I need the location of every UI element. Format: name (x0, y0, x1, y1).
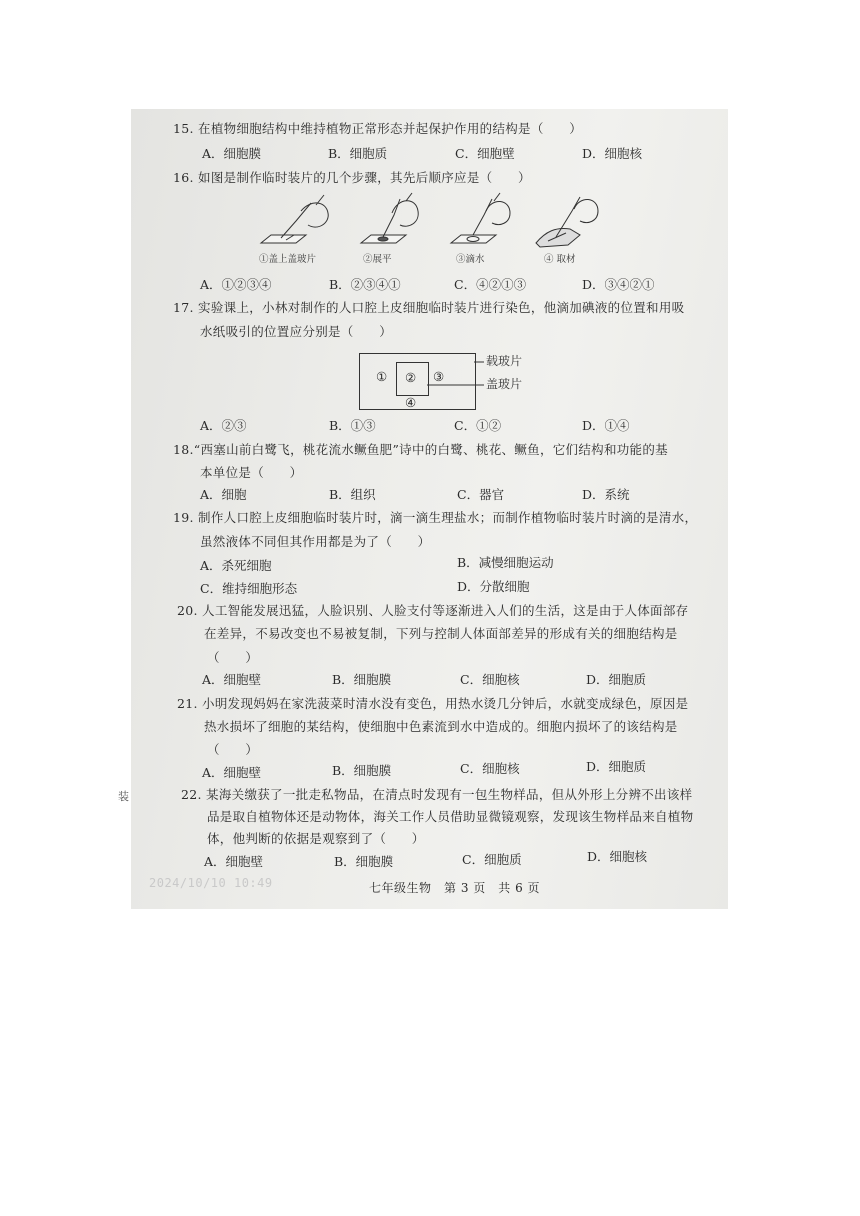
q21-option-d: D．细胞质 (586, 759, 647, 774)
q21-option-c: C．细胞核 (460, 761, 520, 776)
q21-stem-line1: 21. 小明发现妈妈在家洗菠菜时清水没有变色，用热水烫几分钟后，水就变成绿色，原因是 (177, 696, 689, 711)
q17-stem-line2: 水纸吸引的位置应分别是（ ） (200, 324, 393, 339)
q15-option-a: A．细胞膜 (202, 146, 262, 161)
q22-option-c: C．细胞质 (462, 852, 522, 867)
q17-option-a: A．②③ (200, 418, 247, 433)
step1-drawing (261, 195, 328, 243)
q19-option-d: D．分散细胞 (457, 579, 530, 594)
mark-2: ② (405, 370, 417, 385)
q17-stem-line1: 17. 实验课上，小林对制作的人口腔上皮细胞临时装片进行染色，他滴加碘液的位置和用吸 (173, 300, 685, 315)
q19-stem-line1: 19. 制作人口腔上皮细胞临时装片时，滴一滴生理盐水；而制作植物临时装片时滴的是清水， (173, 510, 698, 525)
q19-option-a: A．杀死细胞 (200, 558, 272, 573)
q22-stem-line1: 22. 某海关缴获了一批走私物品，在清点时发现有一包生物样品，但从外形上分辨不出该样 (181, 787, 693, 802)
q20-stem-line1: 20. 人工智能发展迅猛，人脸识别、人脸支付等逐渐进入人们的生活，这是由于人体面部存 (177, 603, 689, 618)
mark-4: ④ (405, 395, 417, 410)
q16-steps-figure (256, 191, 626, 253)
q15-option-d: D．细胞核 (582, 146, 643, 161)
label-slide: 载玻片 (486, 354, 523, 368)
q16-option-d: D．③④②① (582, 277, 655, 292)
q15-stem: 15. 在植物细胞结构中维持植物正常形态并起保护作用的结构是（ ） (173, 121, 583, 136)
q22-option-b: B．细胞膜 (334, 854, 394, 869)
page-footer: 七年级生物 第 3 页 共 6 页 (369, 881, 541, 895)
q16-stem: 16. 如图是制作临时装片的几个步骤，其先后顺序应是（ ） (173, 170, 531, 185)
mark-1: ① (376, 369, 388, 384)
q22-option-a: A．细胞壁 (204, 854, 264, 869)
q17-option-c: C．①② (454, 418, 502, 433)
q18-option-c: C．器官 (457, 487, 505, 502)
q15-option-c: C．细胞壁 (455, 146, 515, 161)
q22-stem-line2: 品是取自植物体还是动物体，海关工作人员借助显微镜观察，发现该生物样品来自植物 (207, 809, 694, 824)
q18-option-a: A．细胞 (200, 487, 247, 502)
q17-option-d: D．①④ (582, 418, 630, 433)
q21-option-a: A．细胞壁 (202, 765, 262, 780)
q20-stem-line3: （ ） (207, 650, 259, 665)
q18-option-d: D．系统 (582, 487, 630, 502)
q16-caption-3: ③滴水 (456, 254, 485, 265)
q17-leader-lines (421, 355, 486, 395)
exam-page-photo (131, 109, 728, 909)
q16-caption-4: ④ 取材 (544, 254, 576, 265)
q20-stem-line2: 在差异，不易改变也不易被复制，下列与控制人体面部差异的形成有关的细胞结构是 (204, 626, 678, 641)
q21-stem-line2: 热水损坏了细胞的某结构，使细胞中色素流到水中造成的。细胞内损坏了的该结构是 (204, 719, 678, 734)
q22-option-d: D．细胞核 (587, 849, 648, 864)
q18-stem-line2: 本单位是（ ） (200, 465, 303, 480)
q17-option-b: B．①③ (329, 418, 376, 433)
step4-drawing (536, 197, 598, 247)
q16-caption-2: ②展平 (363, 254, 392, 265)
q16-option-a: A．①②③④ (200, 277, 272, 292)
label-coverslip: 盖玻片 (486, 377, 523, 391)
q18-option-b: B．组织 (329, 487, 376, 502)
step3-drawing (451, 193, 510, 243)
q16-option-c: C．④②①③ (454, 277, 527, 292)
photo-timestamp: 2024/10/10 10:49 (149, 876, 273, 890)
q22-stem-line3: 体，他判断的依据是观察到了（ ） (207, 831, 425, 846)
q20-option-c: C．细胞核 (460, 672, 520, 687)
step2-drawing (361, 193, 418, 243)
q16-option-b: B．②③④① (329, 277, 401, 292)
mark-3: ③ (433, 369, 445, 384)
q20-option-d: D．细胞质 (586, 672, 647, 687)
q20-option-a: A．细胞壁 (202, 672, 262, 687)
q21-option-b: B．细胞膜 (332, 763, 392, 778)
q18-stem-line1: 18.“西塞山前白鹭飞，桃花流水鳜鱼肥”诗中的白鹭、桃花、鳜鱼，它们结构和功能的基 (173, 442, 668, 457)
q15-option-b: B．细胞质 (328, 146, 388, 161)
q19-stem-line2: 虽然液体不同但其作用都是为了（ ） (200, 534, 431, 549)
q16-caption-1: ①盖上盖玻片 (259, 254, 317, 265)
q19-option-c: C．维持细胞形态 (200, 581, 298, 596)
q21-stem-line3: （ ） (207, 742, 259, 757)
q19-option-b: B．减慢细胞运动 (457, 555, 554, 570)
margin-mark: 装 (118, 790, 129, 803)
q20-option-b: B．细胞膜 (332, 672, 392, 687)
